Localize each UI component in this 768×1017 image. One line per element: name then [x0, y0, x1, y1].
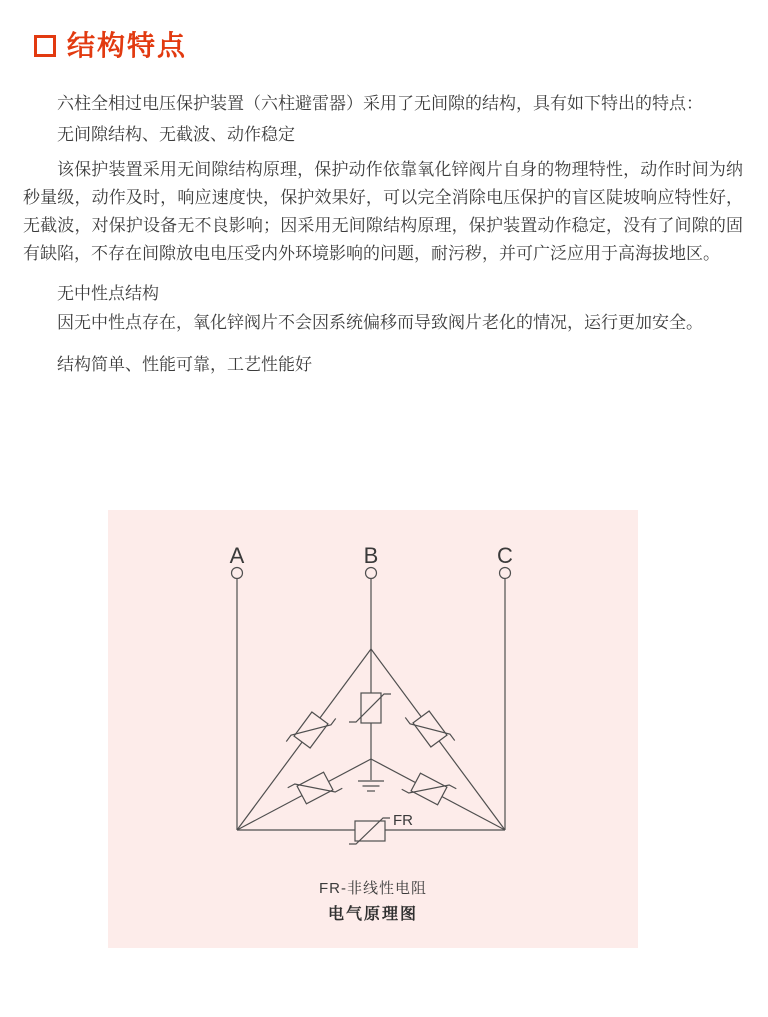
paragraph-feature-1: 无间隙结构、无截波、动作稳定	[57, 125, 295, 144]
phase-labels	[230, 543, 513, 568]
paragraph-intro: 六柱全相过电压保护装置（六柱避雷器）采用了无间隙的结构，具有如下特出的特点：	[57, 94, 703, 113]
terminal-circles	[232, 568, 511, 579]
varistor-upper-left	[286, 703, 335, 757]
diagram-caption: 电气原理图	[327, 906, 418, 923]
fr-label: FR	[393, 812, 413, 829]
diagram-legend: FR-非线性电阻	[319, 880, 427, 897]
varistor-center	[349, 693, 391, 723]
paragraph-feature-2-detail: 因无中性点存在，氧化锌阀片不会因系统偏移而导致阀片老化的情况，运行更加安全。	[57, 313, 703, 332]
title-square-icon	[34, 35, 56, 57]
phase-c-label: C	[497, 543, 513, 568]
terminal-a	[232, 568, 243, 579]
phase-b-label: B	[363, 543, 379, 568]
paragraph-feature-2: 无中性点结构	[57, 284, 159, 303]
varistor-bottom-fr	[349, 818, 390, 844]
terminal-c	[500, 568, 511, 579]
varistor-lower-right	[402, 766, 457, 811]
paragraph-feature-1-detail: 该保护装置采用无间隙结构原理，保护动作依靠氧化锌阀片自身的物理特性，动作时间为纳秒量级，动作及时，响应速度快，保护效果好，可以完全消除电压保护的盲区陡坡响应特性好，无截波，对保护设备无不良影响；因采用无间隙结构原理，保护装置动作稳定，没有了间隙的固有缺陷，不存在间隙放电电压受内外环境影响的问题，耐污秽，并可广泛应用于高海拔地区。	[23, 160, 743, 263]
phase-a-label: A	[229, 543, 245, 568]
page-title: 结构特点	[67, 30, 188, 61]
varistor-lower-left	[288, 765, 343, 810]
terminal-b	[366, 568, 377, 579]
section-header	[34, 31, 187, 61]
varistor-upper-right	[405, 702, 454, 756]
body-text	[23, 90, 743, 379]
schematic-panel	[108, 510, 638, 948]
paragraph-feature-3: 结构简单、性能可靠，工艺性能好	[57, 355, 312, 374]
